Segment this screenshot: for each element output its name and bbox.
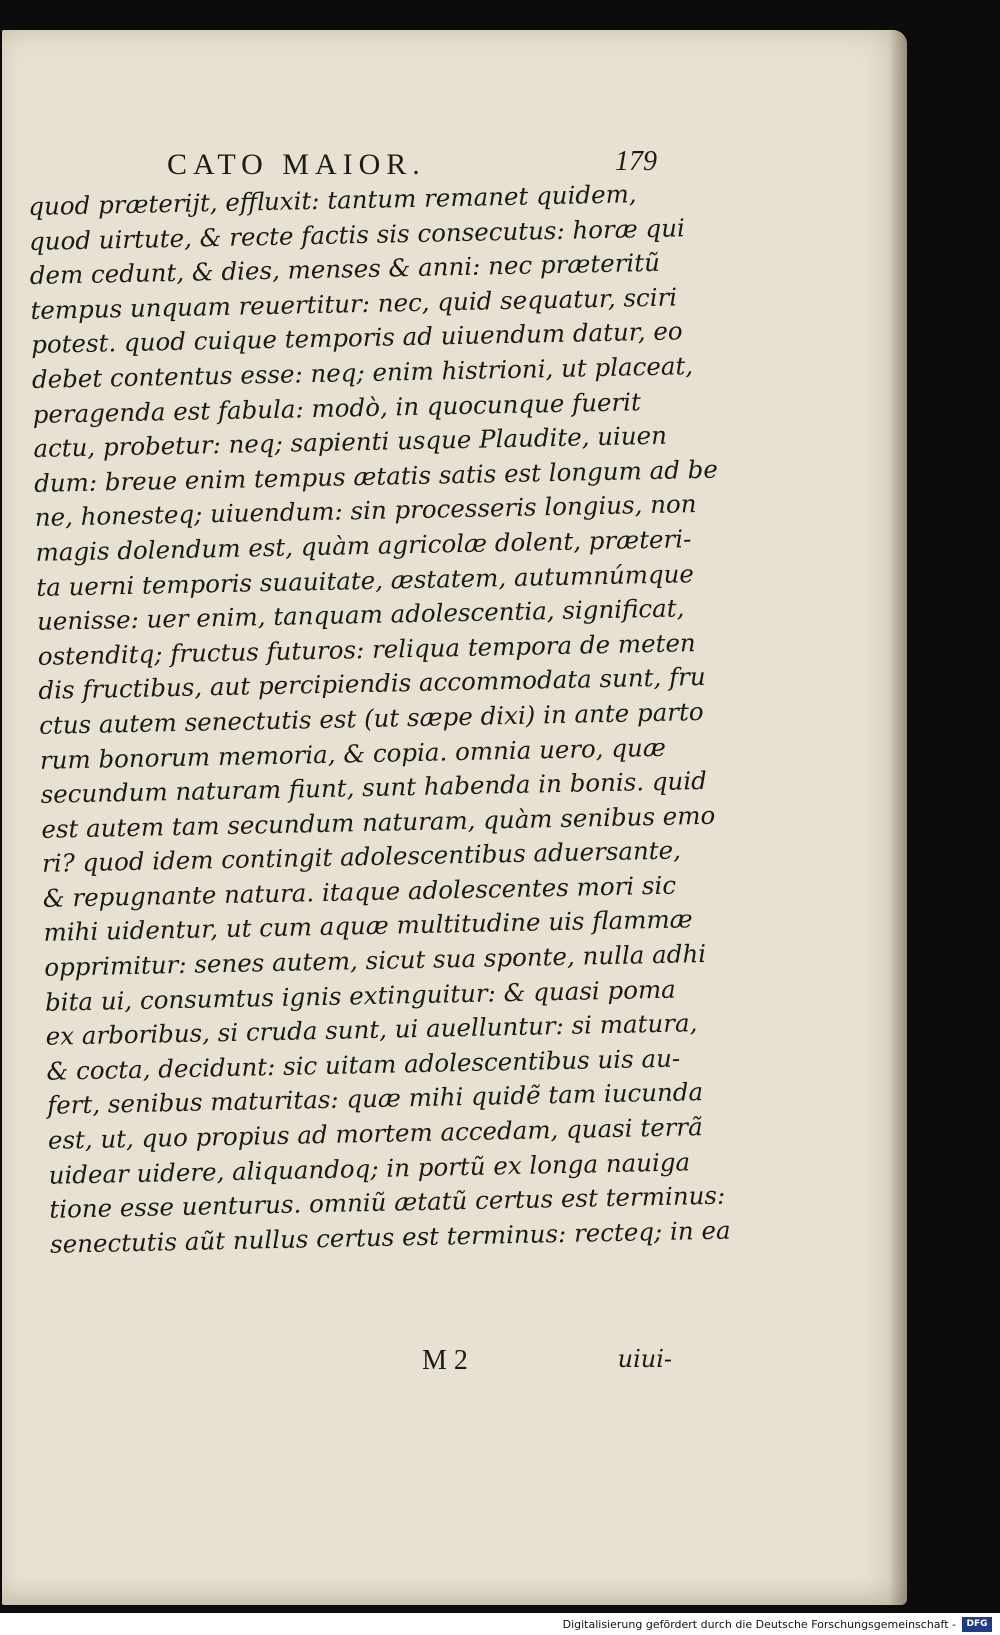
- text-line: & repugnante natura. itaque adolescentes mori sic: [42, 870, 677, 913]
- text-line: est, ut, quo propius ad mortem accedam, quasi terrã: [47, 1112, 703, 1155]
- running-title: CATO MAIOR.: [167, 148, 426, 181]
- text-block: [28, 177, 731, 1263]
- signature-row: [422, 1345, 672, 1385]
- dfg-logo-icon: DFG: [962, 1617, 992, 1632]
- text-line: uidear uidere, aliquandoq; in portũ ex longa nauiga: [48, 1146, 691, 1190]
- footer-strip: [0, 1613, 1000, 1635]
- text-line: debet contentus esse: neq; enim histrioni, ut placeat,: [31, 351, 694, 394]
- footer-credit: Digitalisierung gefördert durch die Deutsche Forschungsgemeinschaft -: [562, 1618, 956, 1631]
- text-line: quod præterijt, effluxit: tantum remanet quidem,: [28, 179, 637, 221]
- text-line: potest. quod cuique temporis ad uiuendum datur, eo: [30, 316, 683, 360]
- text-line: peragenda est fabula: modò, in quocunque fuerit: [32, 386, 642, 429]
- text-line: ne, honesteq; uiuendum: sin processeris longius, non: [34, 489, 697, 533]
- text-line: rum bonorum memoria, & copia. omnia uero, quæ: [39, 732, 667, 775]
- text-line: dis fructibus, aut percipiendis accommodata sunt, fru: [38, 662, 706, 706]
- text-line: ctus autem senectutis est (ut sæpe dixi) in ante parto: [38, 696, 704, 740]
- text-line: secundum naturam fiunt, sunt habenda in bonis. quid: [40, 766, 708, 809]
- page-number: 179: [615, 146, 657, 177]
- text-line: ta uerni temporis suauitate, æstatem, autumnúmque: [36, 558, 695, 602]
- text-line: uenisse: uer enim, tanquam adolescentia, significat,: [36, 593, 685, 637]
- catchword: uiui-: [617, 1345, 672, 1373]
- text-line: quod uirtute, & recte factis sis consecutus: horæ qui: [28, 212, 686, 256]
- text-line: ex arboribus, si cruda sunt, ui auelluntur: si matura,: [45, 1008, 698, 1052]
- book-page: [2, 30, 907, 1605]
- text-line: dum: breue enim tempus ætatis satis est longum ad be: [33, 454, 719, 498]
- text-line: mihi uidentur, ut cum aquæ multitudine uis flammæ: [43, 904, 693, 948]
- text-line: ri? quod idem contingit adolescentibus aduersante,: [41, 835, 682, 879]
- text-line: bita ui, consumtus ignis extinguitur: & quasi poma: [44, 974, 677, 1017]
- text-line: tione esse uenturus. omniũ ætatũ certus est terminus:: [49, 1180, 726, 1224]
- text-line: & cocta, decidunt: sic uitam adolescentibus uis au-: [46, 1043, 681, 1086]
- text-line: actu, probetur: neq; sapienti usque Plaudite, uiuen: [33, 420, 668, 464]
- text-line: dem cedunt, & dies, menses & anni: nec præteritũ: [29, 247, 661, 291]
- text-line: ostenditq; fructus futuros: reliqua tempora de meten: [37, 627, 696, 671]
- text-line: tempus unquam reuertitur: nec, quid sequatur, sciri: [30, 282, 678, 325]
- text-line: magis dolendum est, quàm agricolæ dolent, præteri-: [35, 524, 692, 567]
- text-line: opprimitur: senes autem, sicut sua sponte, nulla adhi: [43, 939, 707, 982]
- text-line: est autem tam secundum naturam, quàm senibus emo: [41, 800, 716, 844]
- text-line: senectutis aũt nullus certus est terminus: recteq; in ea: [49, 1215, 731, 1259]
- text-line: fert, senibus maturitas: quæ mihi quidẽ tam iucunda: [46, 1077, 704, 1121]
- signature-mark: M 2: [422, 1345, 468, 1376]
